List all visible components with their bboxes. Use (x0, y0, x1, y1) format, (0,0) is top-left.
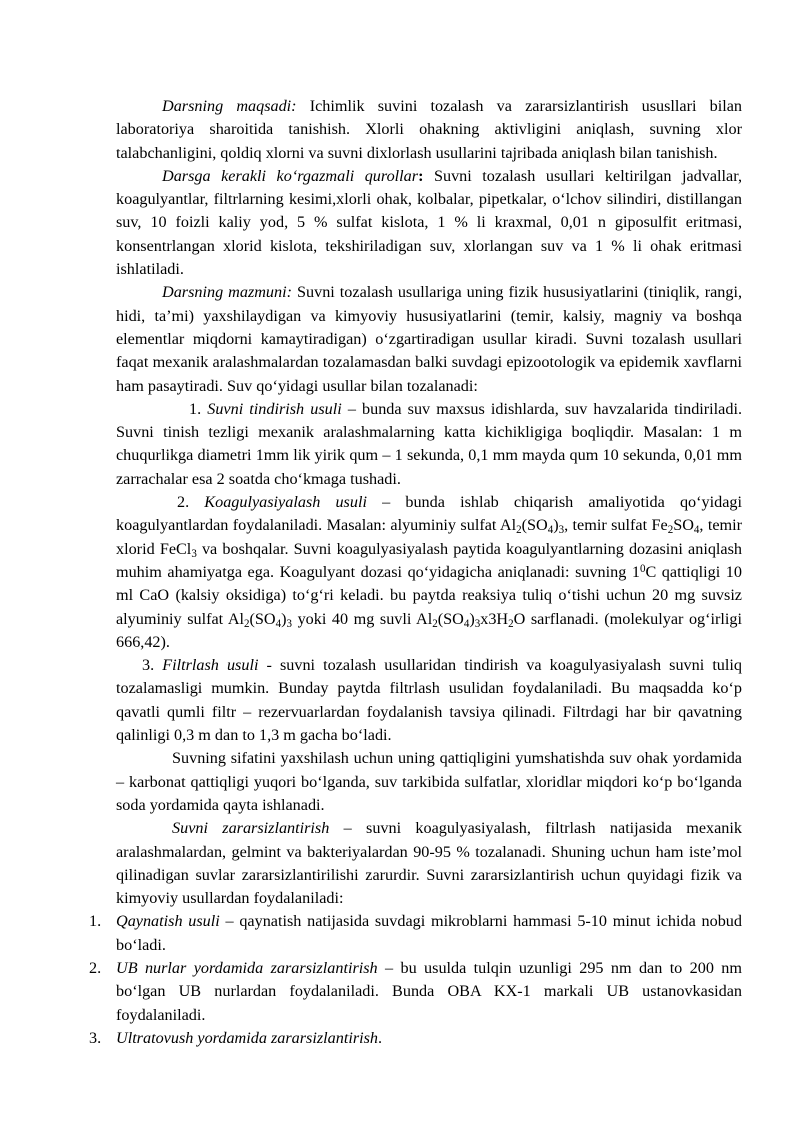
content-text: Suvni tozalash usullariga uning fizik hususiyatlarini (tiniqlik, rangi, hidi, ta’mi) yaxshilaydigan va kimyoviy hususiyatlarini (temir, kalsiy, magniy va boshqa elementlar miqdorni kamaytiradigan) o‘zgartiradigan usullar kiradi. Suvni tozalash usullari faqat mexanik aralashmalardan tozalamasdan balki suvdagi epizootologik va epidemik xavflarni ham pasaytiradi. Suv qo‘yidagi usullar bilan tozalanadi: (116, 283, 743, 395)
goal-label: Darsning maqsadi: (162, 97, 297, 115)
paragraph-softening (116, 747, 742, 817)
paragraph-filtration (116, 654, 742, 747)
goal-text: Ichimlik suvini tozalash va zararsizlantirish ususllari bilan laboratoriya sharoitida tanishish. Xlorli ohakning aktivligini aniqlash, suvning xlor talabchanligini, qoldiq xlorni va suvni dixlorlash usullarini tajribada aniqlash bilan tanishish. (116, 97, 742, 162)
materials-colon: : (418, 166, 424, 185)
disinfection-text: – suvni koagulyasiyalash, filtrlash natijasida mexanik aralashmalardan, gelmint va bakteriyalardan 90-95 % tozalanadi. Shuning uchun ham iste’mol qilinadigan suvlar zararsizlantirilishi zarurdir. Suvni zararsizlantirish uchun quyidagi fizik va kimyoviy usullardan foydalaniladi: (116, 819, 742, 908)
method-text: – bu usulda tulqin uzunligi 295 nm dan to 200 nm bo‘lgan UB nurlardan foydalaniladi. Bunda OBA KX-1 markali UB ustanovkasidan foydalaniladi. (116, 958, 742, 1024)
paragraph-materials (116, 165, 742, 281)
disinfection-label: Suvni zararsizlantirish (172, 819, 330, 838)
paragraph-content (116, 281, 742, 397)
list-item (89, 910, 742, 957)
method-label: UB nurlar yordamida zararsizlantirish (116, 958, 378, 977)
list-number: 2. (89, 958, 102, 977)
paragraph-goal (116, 95, 742, 165)
list-item (89, 957, 742, 1027)
method-text: . (378, 1028, 383, 1047)
coagulation-label: Koagulyasiyalash usuli (204, 493, 367, 512)
sedimentation-number: 1. (189, 399, 208, 418)
sedimentation-label: Suvni tindirish usuli (207, 399, 342, 418)
filtration-number: 3. (142, 656, 163, 675)
list-number: 1. (89, 912, 102, 931)
list-number: 3. (89, 1028, 102, 1047)
method-label: Ultratovush yordamida zararsizlantirish (116, 1028, 379, 1047)
coagulation-text: – bunda ishlab chiqarish amaliyotida qo‘yidagi koagulyantlardan foydalaniladi. Masalan: alyuminiy sulfat $Al_2(SO_4)_3$, temir sulfat $Fe_2SO_4$, temir xlorid FeCl$_3$ va boshqalar. Suvni koagulyasiyalash paytida koagulyantlarning dozasini aniqlash muhim ahamiyatga ega. Koagulyant dozasi qo‘yidagicha aniqlanadi: suvning $1^0C$ qattiqligi 10 ml CaO (kalsiy oksidiga) to‘g‘ri keladi. bu paytda reaksiya tuliq o‘tishi uchun 20 mg suvsiz alyuminiy sulfat $Al_2(SO_4)_3$ yoki 40 mg suvli $Al_2(SO_4)_3x3H_2O$ sarflanadi. (molekulyar og‘irligi 666,42). (116, 493, 743, 651)
filtration-label: Filtrlash usuli (162, 656, 259, 675)
method-text: – qaynatish natijasida suvdagi mikroblarni hammasi 5-10 minut ichida nobud bo‘ladi. (116, 912, 742, 954)
disinfection-methods-list (89, 910, 742, 1050)
paragraph-disinfection (116, 817, 742, 910)
materials-text: Suvni tozalash usullari keltirilgan jadvallar, koagulyantlar, filtrlarning kesimi,xlorli ohak, kolbalar, pipetkalar, o‘lchov silindiri, distillangan suv, 10 foizli kaliy yod, 5 % sulfat kislota, 1 % li kraxmal, 0,01 n giposulfit eritmasi, konsentrlangan xlorid kislota, tekshiriladigan suv, xlorlangan suv va 1 % li ohak eritmasi ishlatiladi. (116, 166, 742, 279)
materials-label: Darsga kerakli ko‘rgazmali qurollar (162, 166, 419, 185)
filtration-text: - suvni tozalash usullaridan tindirish va koagulyasiyalash suvni tuliq tozalamasligi mumkin. Bunday paytda filtrlash usulidan foydalaniladi. Bu maqsadda ko‘p qavatli qumli filtr – rezervuarlardan foydalanish tavsiya qilinadi. Filtrdagi har bir qavatning qalinligi 0,3 m dan to 1,3 m gacha bo‘ladi. (116, 656, 742, 745)
paragraph-coagulation (116, 491, 742, 654)
method-label: Qaynatish usuli (116, 912, 220, 931)
document-page (89, 95, 743, 1050)
paragraph-sedimentation (116, 398, 742, 491)
content-label: Darsning mazmuni: (162, 283, 293, 302)
sedimentation-text: – bunda suv maxsus idishlarda, suv havzalarida tindiriladi. Suvni tinish tezligi mexanik aralashmalarning katta kichikligiga boqliqdir. Masalan: 1 m chuqurlikga diametri 1mm lik yirik qum – 1 sekunda, 0,1 mm mayda qum 10 sekunda, 0,01 mm zarrachalar esa 2 soatda cho‘kmaga tushadi. (116, 399, 742, 488)
list-item (89, 1027, 742, 1050)
softening-text: Suvning sifatini yaxshilash uchun uning qattiqligini yumshatishda suv ohak yordamida – karbonat qattiqligi yuqori bo‘lganda, suv tarkibida sulfatlar, xloridlar miqdori ko‘p bo‘lganda soda yordamida qayta ishlanadi. (116, 749, 742, 814)
coagulation-number: 2. (177, 493, 205, 512)
